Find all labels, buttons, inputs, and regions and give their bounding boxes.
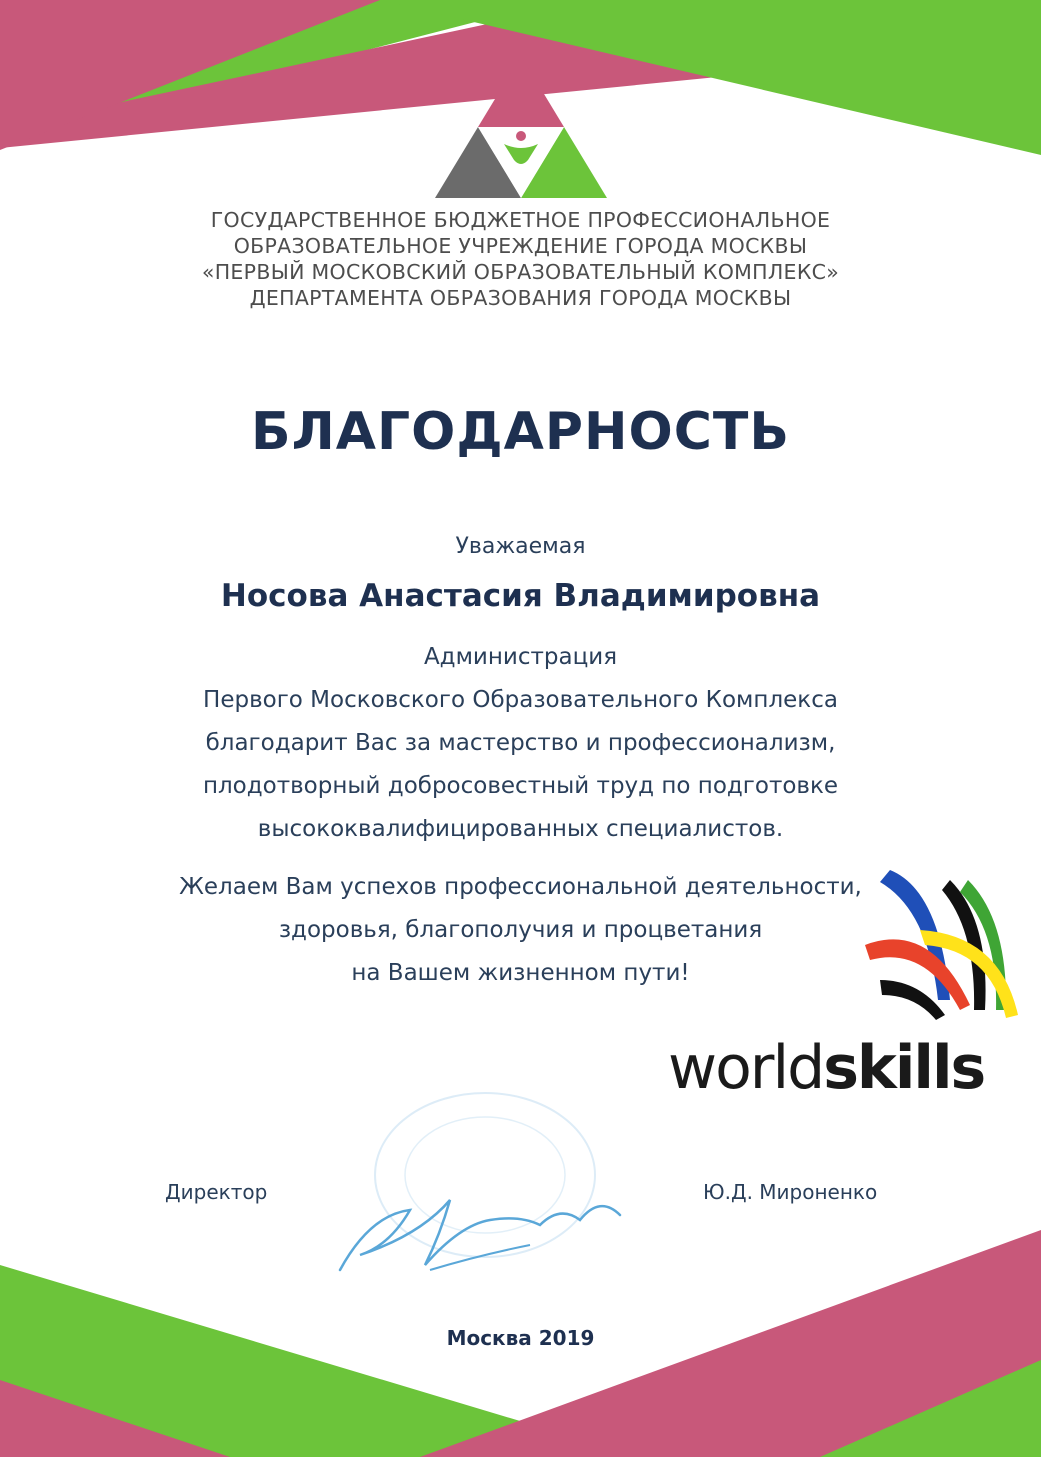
body-line-4: плодотворный добросовестный труд по подготовке (202, 773, 839, 799)
body-line-3: благодарит Вас за мастерство и профессионализм, (205, 730, 836, 756)
document-title: БЛАГОДАРНОСТЬ (250, 402, 791, 462)
triangle-logo-icon (432, 56, 610, 198)
body-line-5: высококвалифицированных специалистов. (257, 816, 784, 842)
body-text (0, 636, 1041, 851)
organization-name (0, 207, 1041, 311)
recipient-name: Носова Анастасия Владимировна (220, 578, 821, 614)
worldskills-wordmark (668, 1033, 984, 1103)
wish-line-3: на Вашем жизненном пути! (351, 960, 690, 986)
worldskills-word-world: world (668, 1033, 824, 1103)
wish-line-1: Желаем Вам успехов профессиональной деятельности, (179, 874, 862, 900)
worldskills-word-skills: skills (823, 1033, 985, 1103)
greeting: Уважаемая (455, 534, 586, 559)
org-line-1: ГОСУДАРСТВЕННОЕ БЮДЖЕТНОЕ ПРОФЕССИОНАЛЬНОЕ (210, 208, 831, 232)
body-line-1: Администрация (423, 644, 618, 670)
org-line-2: ОБРАЗОВАТЕЛЬНОЕ УЧРЕЖДЕНИЕ ГОРОДА МОСКВЫ (233, 234, 808, 258)
body-line-2: Первого Московского Образовательного Комплекса (203, 687, 838, 713)
org-line-3: «ПЕРВЫЙ МОСКОВСКИЙ ОБРАЗОВАТЕЛЬНЫЙ КОМПЛЕКС» (201, 260, 840, 284)
director-label: Директор (165, 1180, 268, 1204)
signer-name: Ю.Д. Мироненко (703, 1180, 878, 1204)
org-line-4: ДЕПАРТАМЕНТА ОБРАЗОВАНИЯ ГОРОДА МОСКВЫ (249, 286, 792, 310)
wish-line-2: здоровья, благополучия и процветания (278, 917, 763, 943)
signature-icon (330, 1175, 630, 1285)
worldskills-mark-icon (850, 850, 1035, 1030)
city-year: Москва 2019 (446, 1326, 595, 1350)
